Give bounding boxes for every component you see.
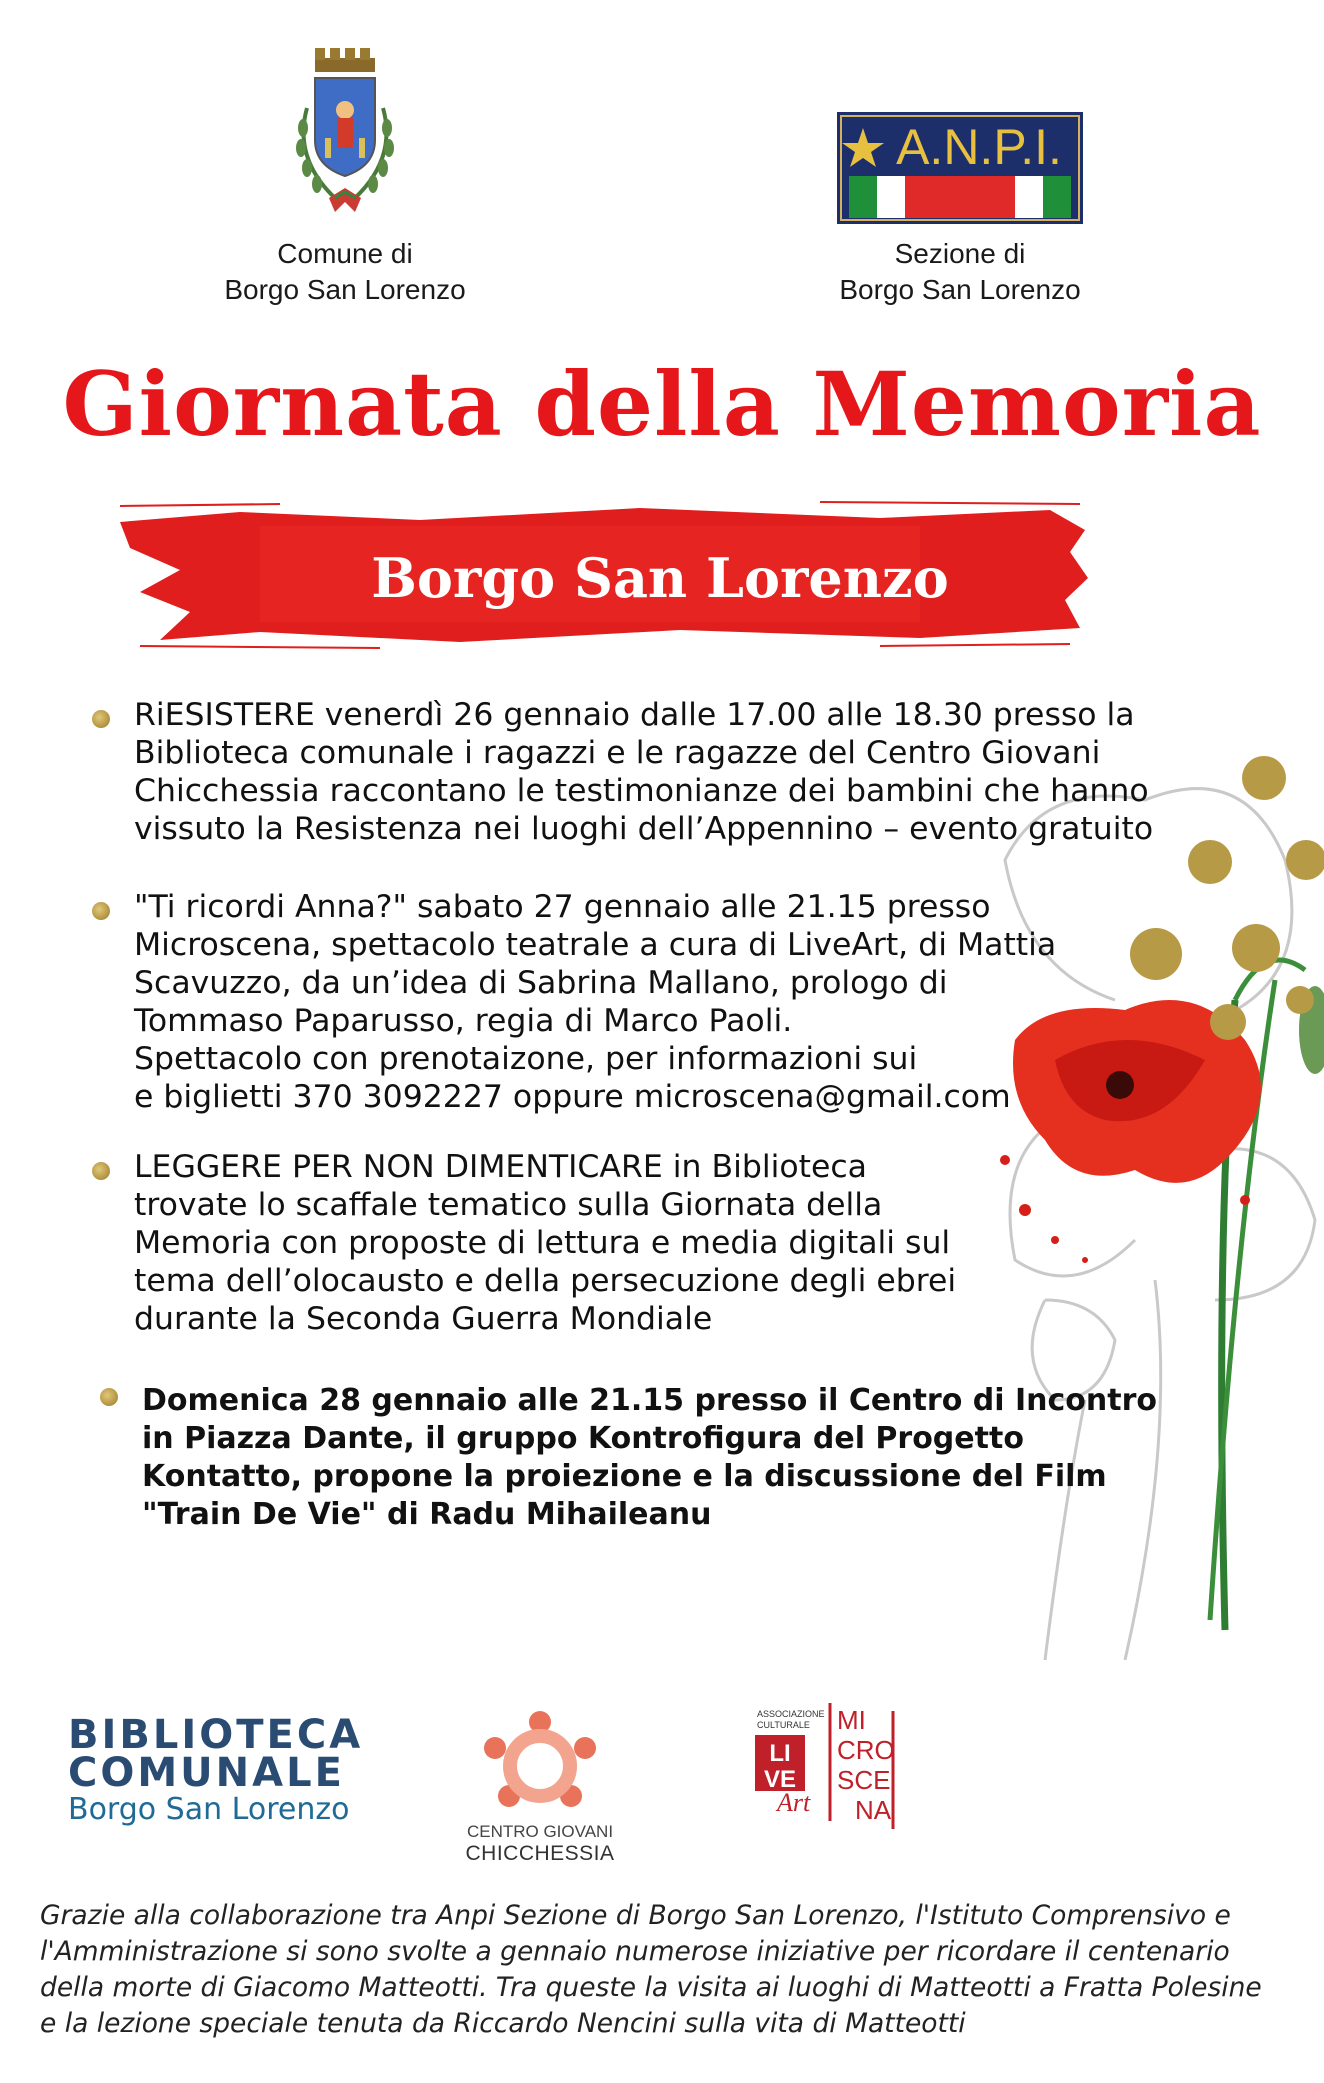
event-line: RiESISTERE venerdì 26 gennaio dalle 17.00 alle 18.30 presso la [134, 697, 1135, 733]
event-line: Spettacolo con prenotaizone, per informazioni sui [134, 1041, 918, 1077]
event-line: tema dell’olocausto e della persecuzione degli ebrei [134, 1263, 957, 1299]
event-text [142, 1382, 1157, 1534]
event-line: trovate lo scaffale tematico sulla Giornata della [134, 1187, 883, 1223]
live-art-microscena-logo [755, 1703, 925, 1833]
footer-note [40, 1898, 1300, 2042]
live-art-line: VE [763, 1766, 797, 1793]
event-text [134, 888, 1056, 1116]
event-line: Tommaso Paparusso, regia di Marco Paoli. [134, 1003, 793, 1039]
comune-crest-logo [285, 48, 405, 228]
anpi-caption [800, 236, 1120, 308]
gold-bullet-icon [100, 1388, 118, 1406]
microscena-line: SCE [837, 1765, 891, 1795]
event-line: Memoria con proposte di lettura e media digitali sul [134, 1225, 951, 1261]
microscena-line: NA [855, 1795, 892, 1825]
event-line: "Ti ricordi Anna?" sabato 27 gennaio alle 21.15 presso [134, 889, 991, 925]
gold-bullet-icon [92, 1162, 110, 1180]
live-art-line: CULTURALE [757, 1720, 810, 1730]
comune-caption-line: Borgo San Lorenzo [224, 274, 466, 305]
event-line: Chicchessia raccontano le testimonianze dei bambini che hanno [134, 773, 1149, 809]
microscena-line: MI [837, 1705, 866, 1735]
event-line: Microscena, spettacolo teatrale a cura di LiveArt, di Mattia [134, 927, 1057, 963]
live-art-line: LI [769, 1740, 791, 1767]
biblioteca-logo-line: BIBLIOTECA [68, 1712, 364, 1758]
biblioteca-logo [68, 1712, 364, 1827]
footer-line: della morte di Giacomo Matteotti. Tra queste la visita ai luoghi di Matteotti a Fratta Polesine [40, 1972, 1262, 2003]
comune-caption-line: Comune di [277, 238, 413, 269]
event-line: Kontatto, propone la proiezione e la discussione del Film [142, 1459, 1107, 1494]
anpi-logo-text: A.N.P.I. [896, 119, 1062, 175]
live-art-line: Art [777, 1788, 811, 1817]
footer-line: l'Amministrazione si sono svolte a gennaio numerose iniziative per ricordare il centenario [40, 1936, 1230, 1967]
anpi-logo [837, 112, 1083, 224]
gold-bullet-icon [92, 710, 110, 728]
biblioteca-logo-line: COMUNALE [68, 1750, 345, 1796]
anpi-caption-line: Borgo San Lorenzo [839, 274, 1081, 305]
event-line: Biblioteca comunale i ragazzi e le ragazze del Centro Giovani [134, 735, 1101, 771]
event-line: e biglietti 370 3092227 oppure microscena@gmail.com [134, 1079, 1011, 1115]
event-line: vissuto la Resistenza nei luoghi dell’Appennino – evento gratuito [134, 811, 1154, 847]
comune-caption [190, 236, 500, 308]
event-line: "Train De Vie" di Radu Mihaileanu [142, 1497, 712, 1532]
page-title: Giornata della Memoria [62, 352, 1262, 456]
event-text [134, 696, 1153, 848]
event-line: in Piazza Dante, il gruppo Kontrofigura del Progetto [142, 1421, 1024, 1456]
centro-giovani-line: CHICCHESSIA [465, 1842, 615, 1865]
subtitle: Borgo San Lorenzo [371, 546, 949, 610]
gold-bullet-icon [92, 902, 110, 920]
footer-line: Grazie alla collaborazione tra Anpi Sezione di Borgo San Lorenzo, l'Istituto Comprensivo e [40, 1900, 1231, 1931]
anpi-caption-line: Sezione di [894, 238, 1026, 269]
biblioteca-logo-line: Borgo San Lorenzo [68, 1792, 350, 1827]
centro-giovani-caption [440, 1822, 640, 1866]
event-line: LEGGERE PER NON DIMENTICARE in Biblioteca [134, 1149, 867, 1185]
event-text [134, 1148, 956, 1338]
microscena-line: CRO [837, 1735, 895, 1765]
centro-giovani-line: CENTRO GIOVANI [466, 1822, 614, 1841]
event-line: Scavuzzo, da un’idea di Sabrina Mallano, prologo di [134, 965, 948, 1001]
footer-line: e la lezione speciale tenuta da Riccardo Nencini sulla vita di Matteotti [40, 2008, 966, 2039]
live-art-line: ASSOCIAZIONE [757, 1709, 825, 1719]
event-line: Domenica 28 gennaio alle 21.15 presso il Centro di Incontro [142, 1383, 1158, 1418]
event-line: durante la Seconda Guerra Mondiale [134, 1301, 713, 1337]
